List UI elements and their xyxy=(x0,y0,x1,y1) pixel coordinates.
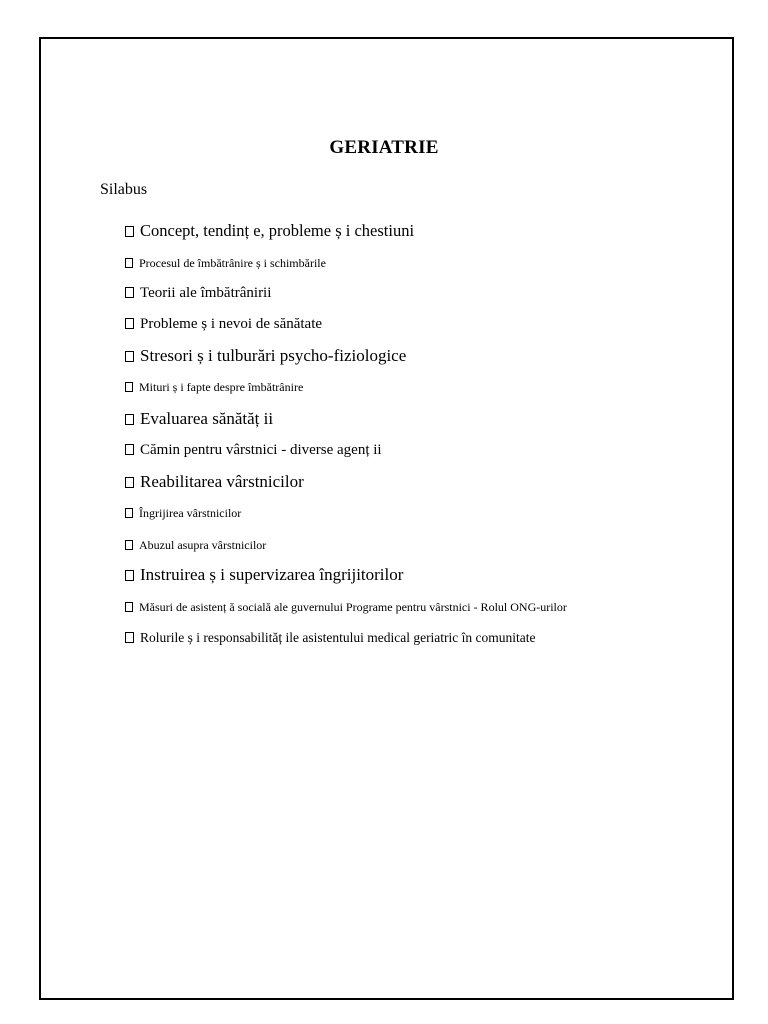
square-bullet-icon xyxy=(125,351,134,362)
syllabus-item-text: Rolurile ș i responsabilităț ile asistentului medical geriatric în comunitate xyxy=(140,630,536,645)
syllabus-item-text: Stresori ș i tulburări psycho-fiziologice xyxy=(140,346,407,365)
syllabus-item-text: Concept, tendinț e, probleme ș i chestiuni xyxy=(140,221,415,240)
syllabus-item-text: Teorii ale îmbătrânirii xyxy=(140,285,272,301)
square-bullet-icon xyxy=(125,570,134,581)
square-bullet-icon xyxy=(125,444,134,455)
square-bullet-icon xyxy=(125,258,133,268)
syllabus-item xyxy=(125,410,273,427)
syllabus-item-text: Îngrijirea vârstnicilor xyxy=(139,506,242,520)
syllabus-item-text: Evaluarea sănătăț ii xyxy=(140,409,274,428)
syllabus-item-text: Mituri ș i fapte despre îmbătrânire xyxy=(139,380,304,394)
syllabus-item xyxy=(125,381,303,393)
syllabus-item-text: Măsuri de asistenț ă socială ale guvernului Programe pentru vârstnici - Rolul ONG-urilor xyxy=(139,600,567,614)
syllabus-item xyxy=(125,539,266,551)
square-bullet-icon xyxy=(125,226,134,237)
syllabus-item-text: Instruirea ș i supervizarea îngrijitorilor xyxy=(140,565,404,584)
syllabus-item-text: Probleme ș i nevoi de sănătate xyxy=(140,316,323,332)
square-bullet-icon xyxy=(125,602,133,612)
syllabus-item-text: Cămin pentru vârstnici - diverse agenț ii xyxy=(140,442,382,458)
square-bullet-icon xyxy=(125,414,134,425)
syllabus-item xyxy=(125,507,241,519)
syllabus-item xyxy=(125,347,406,364)
syllabus-item xyxy=(125,473,304,490)
syllabus-item xyxy=(125,317,322,332)
square-bullet-icon xyxy=(125,508,133,518)
syllabus-item xyxy=(125,631,536,645)
square-bullet-icon xyxy=(125,287,134,298)
square-bullet-icon xyxy=(125,540,133,550)
syllabus-item-text: Procesul de îmbătrânire ș i schimbările xyxy=(139,256,326,270)
square-bullet-icon xyxy=(125,632,134,643)
syllabus-item xyxy=(125,257,326,269)
document-title: GERIATRIE xyxy=(329,137,439,158)
document-subtitle: Silabus xyxy=(100,181,148,198)
square-bullet-icon xyxy=(125,318,134,329)
square-bullet-icon xyxy=(125,382,133,392)
syllabus-item xyxy=(125,223,414,240)
square-bullet-icon xyxy=(125,477,134,488)
syllabus-item xyxy=(125,601,567,613)
syllabus-item-text: Abuzul asupra vârstnicilor xyxy=(139,538,267,552)
syllabus-item xyxy=(125,566,403,583)
syllabus-item xyxy=(125,443,382,458)
syllabus-item-text: Reabilitarea vârstnicilor xyxy=(140,472,304,491)
syllabus-item xyxy=(125,286,271,301)
